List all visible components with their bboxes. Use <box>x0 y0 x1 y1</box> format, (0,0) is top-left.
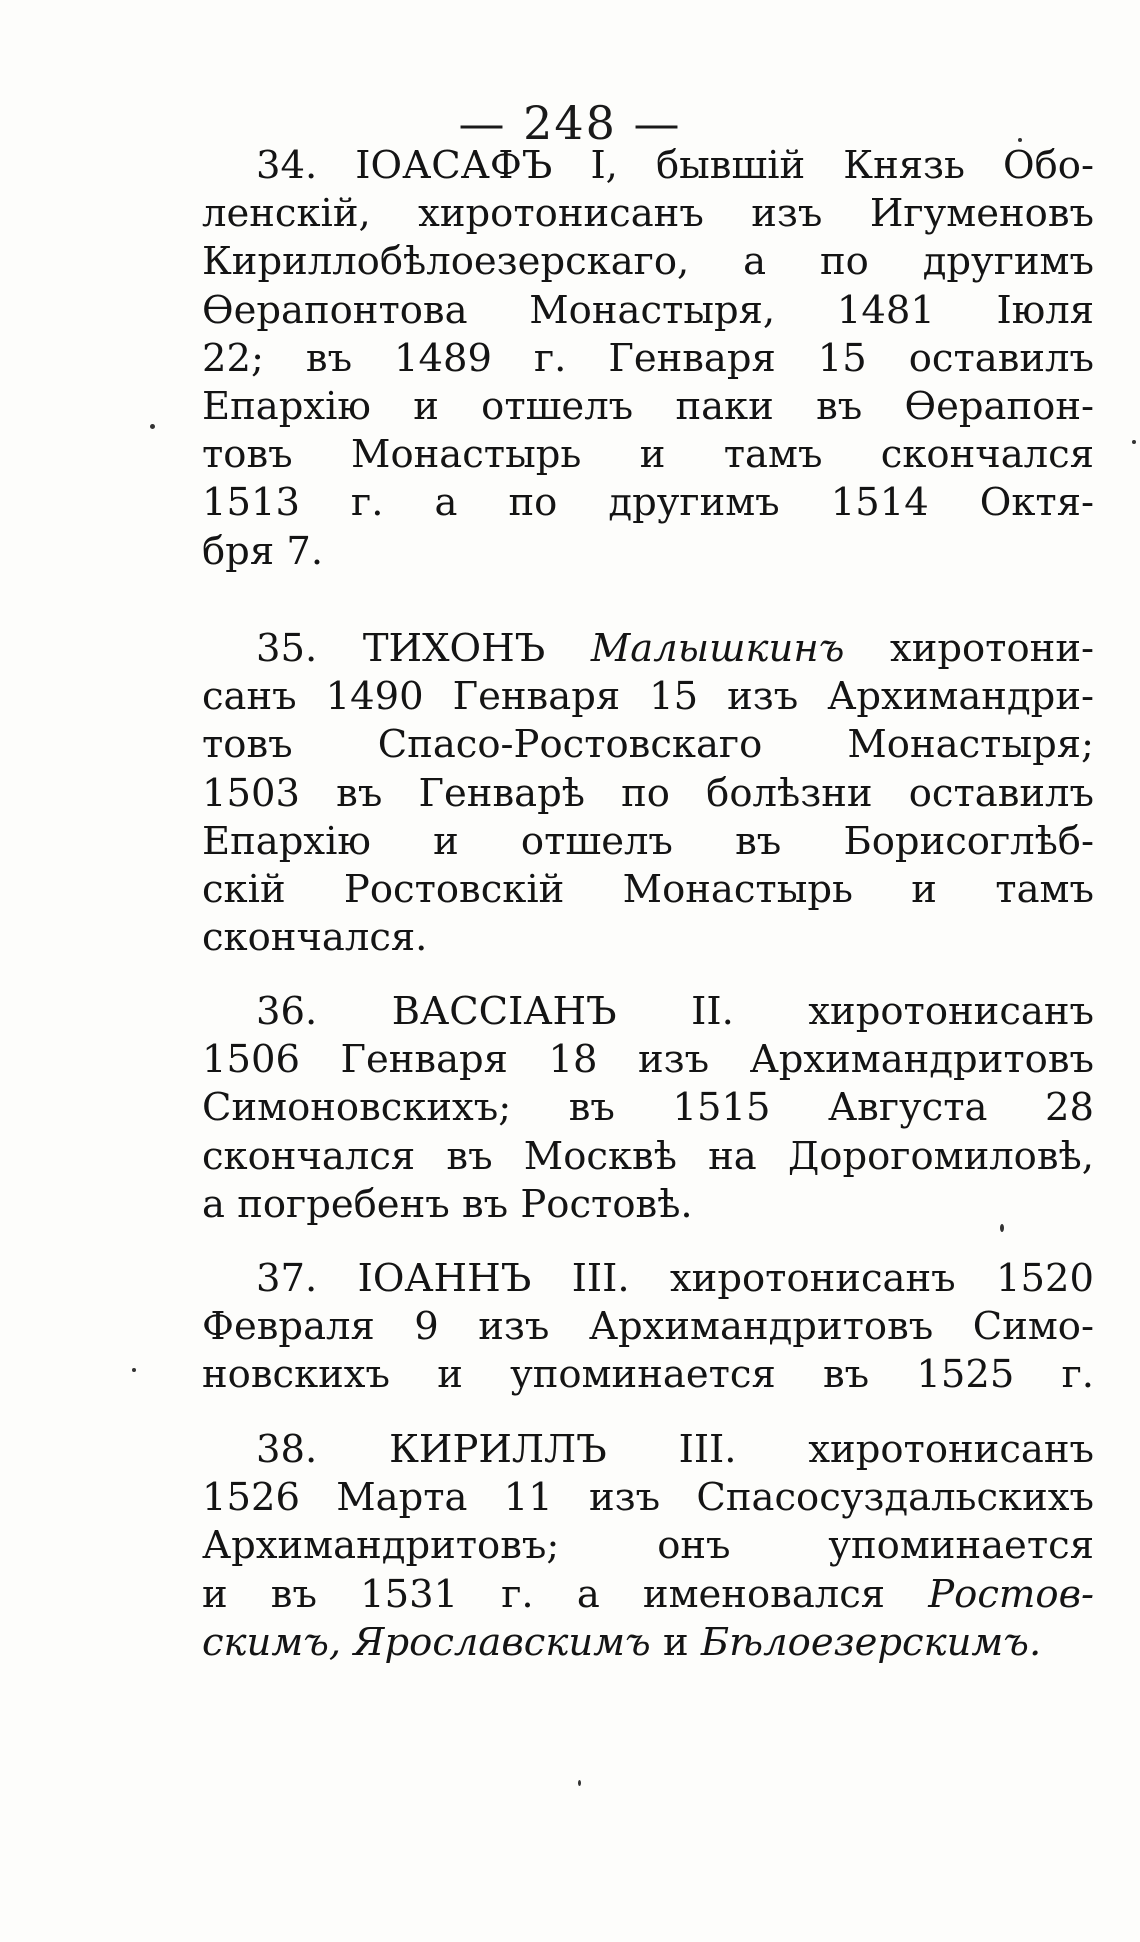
text-line: 1526 Марта 11 изъ Спасосуздальскихъ <box>202 1475 1094 1521</box>
text-line: 38. КИРИЛЛЪ III. хиротонисанъ <box>256 1427 1094 1472</box>
text-line: санъ 1490 Генваря 15 изъ Архимандри- <box>202 674 1094 720</box>
text-line: Симоновскихъ; въ 1515 Августа 28 <box>202 1085 1094 1131</box>
entry-35 <box>202 625 1094 962</box>
text-line: скій Ростовскій Монастырь и тамъ <box>202 866 1094 912</box>
text-line: товъ Монастырь и тамъ скончался <box>202 432 1094 478</box>
text-line: скимъ, Ярославскимъ и Бѣлоезерскимъ. <box>202 1619 1042 1665</box>
scan-speck <box>132 1368 136 1372</box>
text-line: Епархію и отшелъ паки въ Ѳерапон- <box>202 383 1094 429</box>
text-line: 34. ІОАСАФЪ І, бывшій Князь Обо- <box>256 143 1094 188</box>
text-line: 35. ТИХОНЪ Малышкинъ хиротони- <box>256 626 1094 671</box>
text-line: 22; въ 1489 г. Генваря 15 оставилъ <box>202 335 1094 381</box>
text-line: скончался въ Москвѣ на Дорогомиловѣ, <box>202 1133 1094 1179</box>
page-number: — 248 — <box>458 96 682 150</box>
text-line: 1503 въ Генварѣ по болѣзни оставилъ <box>202 770 1094 816</box>
text-line: скончался. <box>202 915 428 961</box>
entry-37 <box>202 1255 1094 1400</box>
scan-speck <box>1000 1224 1004 1232</box>
entry-36 <box>202 988 1094 1229</box>
entry-34 <box>202 142 1094 576</box>
text-line: Архимандритовъ; онъ упоминается <box>202 1523 1094 1569</box>
scan-speck <box>578 1780 581 1786</box>
text-line: Кириллобѣлоезерскаго, а по другимъ <box>202 239 1094 285</box>
text-line: 1506 Генваря 18 изъ Архимандритовъ <box>202 1037 1094 1083</box>
scan-speck <box>150 424 155 429</box>
text-line: 36. ВАССІАНЪ II. хиротонисанъ <box>256 989 1094 1034</box>
text-line: а погребенъ въ Ростовѣ. <box>202 1181 693 1227</box>
text-line: 37. ІОАННЪ III. хиротонисанъ 1520 <box>256 1256 1094 1301</box>
text-line: новскихъ и упоминается въ 1525 г. <box>202 1352 1094 1398</box>
text-line: товъ Спасо-Ростовскаго Монастыря; <box>202 722 1094 768</box>
entry-38 <box>202 1426 1094 1667</box>
text-line: Февраля 9 изъ Архимандритовъ Симо- <box>202 1304 1094 1350</box>
text-line: ленскій, хиротонисанъ изъ Игуменовъ <box>202 191 1094 237</box>
scan-speck <box>1132 440 1136 444</box>
text-line: 1513 г. а по другимъ 1514 Октя- <box>202 480 1094 526</box>
text-line: Ѳерапонтова Монастыря, 1481 Іюля <box>202 287 1094 333</box>
text-line: Епархію и отшелъ въ Борисоглѣб- <box>202 818 1094 864</box>
text-line: бря 7. <box>202 528 324 574</box>
scan-speck <box>1018 138 1022 142</box>
text-line: и въ 1531 г. а именовался Ростов- <box>202 1571 1094 1617</box>
